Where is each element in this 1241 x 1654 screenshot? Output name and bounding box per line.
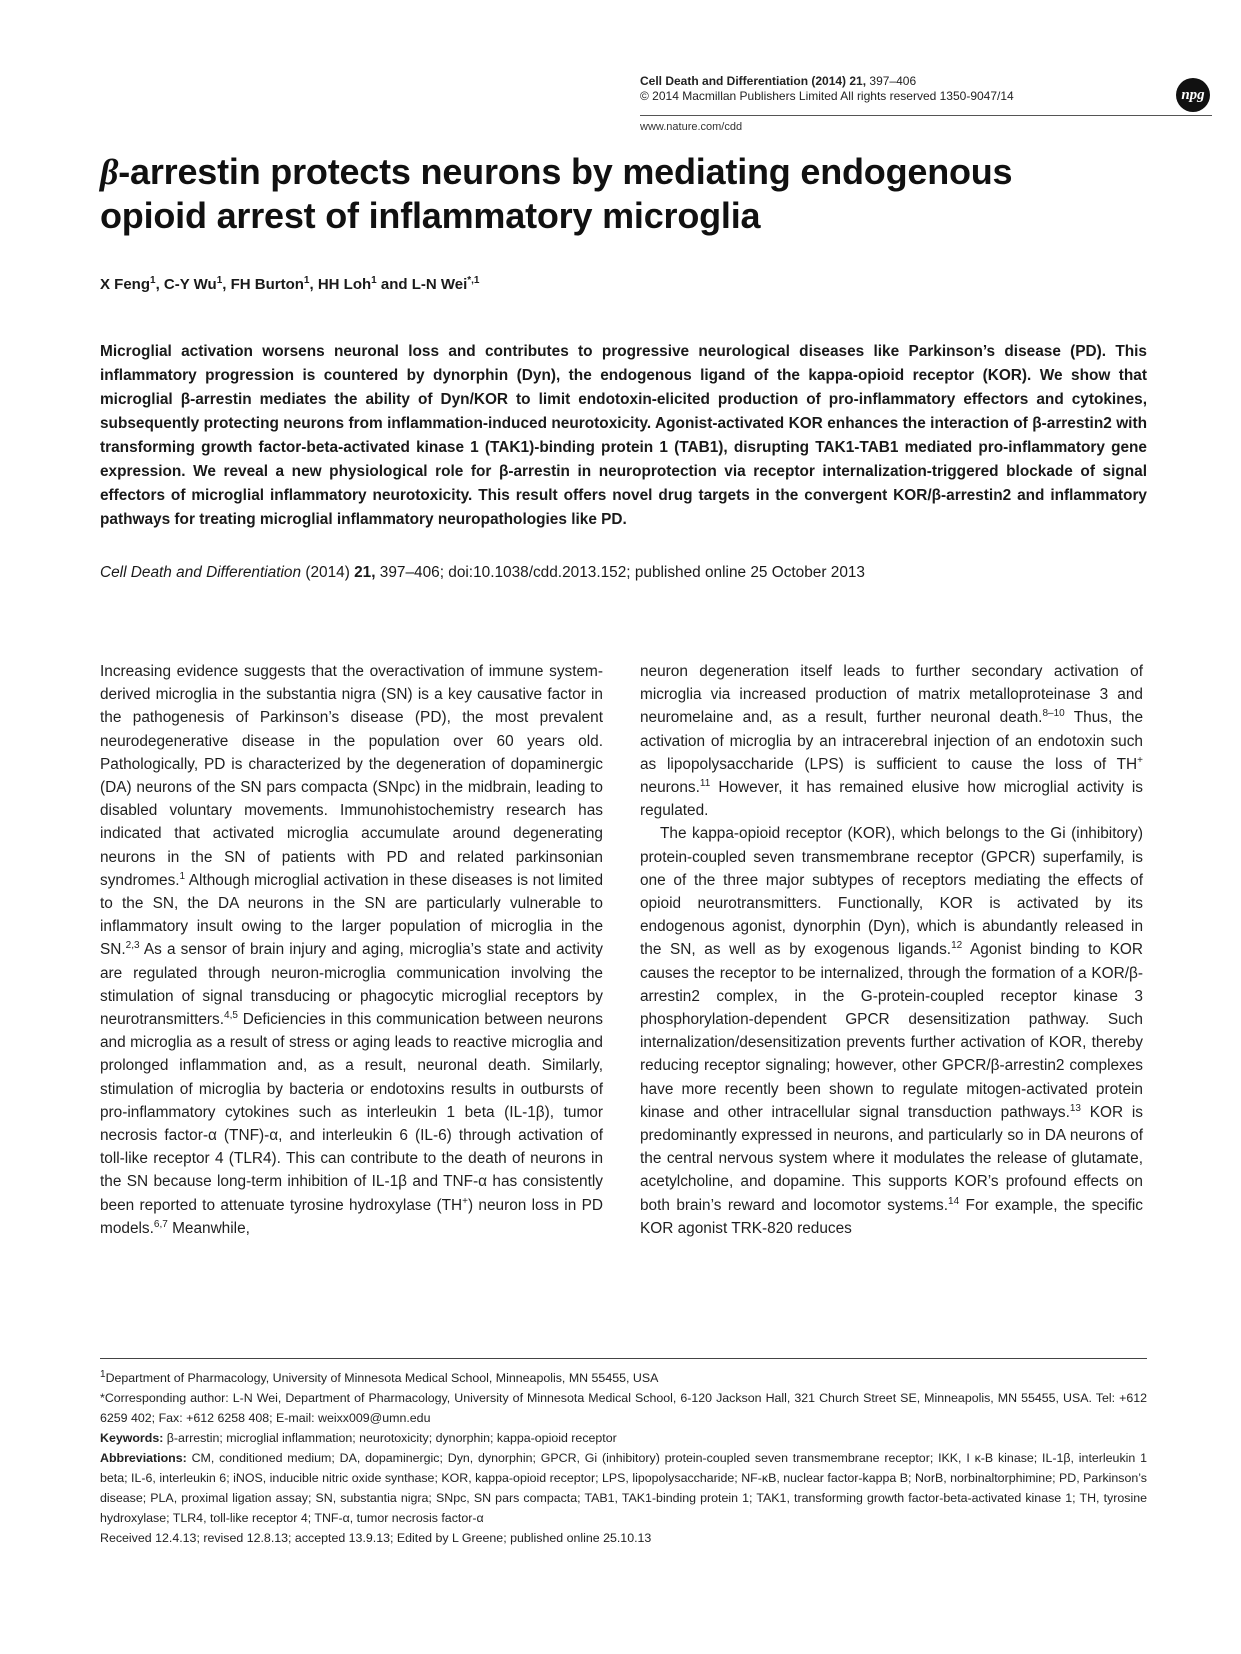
body-text: For example, the specific KOR agonist TRK-820 reduces — [640, 1196, 1144, 1237]
body-paragraph — [640, 660, 1143, 822]
abbreviations-label: Abbreviations: — [100, 1451, 187, 1465]
author-affiliation-sup: 1 — [371, 275, 377, 286]
title-line-1: -arrestin protects neurons by mediating endogenous — [118, 151, 1013, 192]
reference-sup[interactable]: 1 — [179, 870, 186, 882]
reference-sup[interactable]: 2,3 — [125, 940, 140, 952]
citation-volume: 21, — [354, 564, 376, 581]
abbreviations-text: CM, conditioned medium; DA, dopaminergic; Dyn, dynorphin; GPCR, Gi (inhibitory) protein-coupled seven transmembrane receptor; IKK, I κ-B kinase; IL-1β, interleukin 1 beta; IL-6, interleukin 6; iNOS, inducible nitric oxide synthase; KOR, kappa-opioid receptor; LPS, lipopolysaccharide; NF-κB, nuclear factor-kappa B; NorB, norbinaltorphimine; PD, Parkinson’s disease; PLA, proximal ligation assay; SN, substantia nigra; SNpc, SN pars compacta; TAB1, TAK1-binding protein 1; TAK1, transforming growth factor-beta-activated kinase 1; TH, tyrosine hydroxylase; TLR4, toll-like receptor 4; TNF-α, tumor necrosis factor-α — [100, 1451, 1147, 1525]
body-column-right — [640, 660, 1143, 1240]
body-paragraph — [640, 822, 1143, 1240]
keywords-note — [100, 1428, 1147, 1448]
header-divider — [640, 115, 1212, 116]
reference-sup[interactable]: 13 — [1069, 1102, 1081, 1114]
author-name: and L-N Wei — [376, 276, 468, 293]
article-title — [100, 150, 1120, 238]
body-text: Meanwhile, — [167, 1219, 250, 1237]
reference-sup[interactable]: 11 — [699, 777, 711, 789]
title-beta-symbol: β — [100, 152, 119, 192]
affiliation-note — [100, 1368, 1147, 1388]
reference-sup[interactable]: 6,7 — [153, 1218, 168, 1230]
reference-sup[interactable]: 4,5 — [224, 1009, 238, 1021]
body-column-left — [100, 660, 603, 1240]
author-name: , HH Loh — [309, 276, 372, 293]
title-line-2: opioid arrest of inflammatory microglia — [100, 195, 761, 236]
affiliation-text: Department of Pharmacology, University of Minnesota Medical School, Minneapolis, MN 55455, USA — [105, 1371, 659, 1385]
author-name: X Feng — [100, 276, 151, 293]
abbreviations-note — [100, 1448, 1147, 1528]
received-dates-note: Received 12.4.13; revised 12.8.13; accepted 13.9.13; Edited by L Greene; published online 25.10.13 — [100, 1531, 652, 1545]
superscript: + — [462, 1195, 468, 1207]
reference-sup[interactable]: 8–10 — [1042, 708, 1065, 720]
body-text: neuron degeneration itself leads to further secondary activation of microglia via increased production of matrix metalloproteinase 3 and neuromelaine and, as a result, further neuronal death. — [640, 663, 1143, 727]
author-affiliation-sup: *,1 — [467, 275, 480, 286]
npg-logo: npg — [1176, 78, 1210, 112]
author-name: , FH Burton — [222, 276, 304, 293]
body-text: Increasing evidence suggests that the overactivation of immune system-derived microglia in the substantia nigra (SN) is a key causative factor in the pathogenesis of Parkinson’s disease (PD), the most prevalent neurodegenerative disease in the population over 60 years old. Pathologically, PD is characterized by the degeneration of dopaminergic (DA) neurons of the SN pars compacta (SNpc) in the midbrain, leading to disabled voluntary movements. Immunohistochemistry research has indicated that activated microglia accumulate around degenerating neurons in the SN of patients with PD and related parkinsonian syndromes. — [100, 663, 603, 889]
body-text: Agonist binding to KOR causes the receptor to be internalized, through the formation of a KOR/β-arrestin2 complex, in the G-protein-coupled receptor kinase 3 phosphorylation-dependent GPCR desensitization pathway. Such internalization/desensitization prevents further activation of KOR, thereby reducing receptor signaling; however, other GPCR/β-arrestin2 complexes have more recently been shown to regulate mitogen-activated protein kinase and other intracellular signal transduction pathways. — [640, 941, 1143, 1121]
abstract: Microglial activation worsens neuronal loss and contributes to progressive neurological diseases like Parkinson’s disease (PD). This inflammatory progression is countered by dynorphin (Dyn), the endogenous ligand of the kappa-opioid receptor (KOR). We show that microglial β-arrestin mediates the ability of Dyn/KOR to limit endotoxin-elicited production of pro-inflammatory effectors and cytokines, subsequently protecting neurons from inflammation-induced neurotoxicity. Agonist-activated KOR enhances the interaction of β-arrestin2 with transforming growth factor-beta-activated kinase 1 (TAK1)-binding protein 1 (TAB1), disrupting TAK1-TAB1 mediated pro-inflammatory gene expression. We reveal a new physiological role for β-arrestin in neuroprotection via receptor internalization-triggered blockade of signal effectors of microglial inflammatory neurotoxicity. This result offers novel drug targets in the convergent KOR/β-arrestin2 and inflammatory pathways for treating microglial inflammatory neuropathologies like PD. — [100, 343, 1147, 528]
superscript: + — [1137, 754, 1143, 766]
body-text: KOR is predominantly expressed in neurons, and particularly so in DA neurons of the central nervous system where it modulates the release of glutamate, acetylcholine, and dopamine. This supports KOR’s profound effects on both brain’s reward and locomotor systems. — [640, 1103, 1143, 1214]
citation-doi: 397–406; doi:10.1038/cdd.2013.152; published online 25 October 2013 — [375, 564, 865, 581]
reference-sup[interactable]: 12 — [951, 940, 963, 952]
citation-journal: Cell Death and Differentiation — [100, 564, 302, 581]
corresponding-author-note: *Corresponding author: L-N Wei, Department of Pharmacology, University of Minnesota Medical School, 6-120 Jackson Hall, 321 Church Street SE, Minneapolis, MN 55455, USA. Tel: +612 6259 402; Fax: +612 6258 408; E-mail: weixx009@umn.edu — [100, 1391, 1147, 1425]
body-text: neurons. — [640, 779, 700, 797]
journal-header — [640, 74, 1180, 104]
body-text: ) neuron loss in PD models. — [100, 1196, 603, 1237]
body-text: Thus, the activation of microglia by an intracerebral injection of an endotoxin such as lipopolysaccharide (LPS) is sufficient to cause the loss of TH — [640, 709, 1143, 773]
author-name: , C-Y Wu — [155, 276, 217, 293]
affiliation-sup: 1 — [100, 1368, 106, 1380]
footnotes — [100, 1368, 1147, 1548]
body-text: However, it has remained elusive how microglial activity is regulated. — [640, 779, 1143, 820]
body-text: The kappa-opioid receptor (KOR), which belongs to the Gi (inhibitory) protein-coupled seven transmembrane receptor (GPCR) superfamily, is one of the three major subtypes of receptors mediating the effects of opioid neurotransmitters. Functionally, KOR is activated by its endogenous agonist, dynorphin (Dyn), which is abundantly released in the SN, as well as by exogenous ligands. — [640, 825, 1143, 959]
author-list — [100, 276, 480, 293]
citation-year: (2014) — [301, 564, 355, 581]
body-text: Deficiencies in this communication between neurons and microglia as a result of stress or aging leads to reactive microglia and prolonged inflammation and, as a result, neuronal death. Similarly, stimulation of microglia by bacteria or endotoxins results in outbursts of pro-inflammatory cytokines such as interleukin 1 beta (IL-1β), tumor necrosis factor-α (TNF)-α, and interleukin 6 (IL-6) through activation of toll-like receptor 4 (TLR4). This can contribute to the death of neurons in the SN because long-term inhibition of IL-1β and TNF-α has consistently been reported to attenuate tyrosine hydroxylase (TH — [100, 1011, 603, 1214]
footnote-divider — [100, 1358, 1147, 1359]
body-paragraph — [100, 660, 603, 1240]
author-affiliation-sup: 1 — [303, 275, 310, 286]
keywords-text: β-arrestin; microglial inflammation; neurotoxicity; dynorphin; kappa-opioid receptor — [163, 1431, 617, 1445]
keywords-label: Keywords: — [100, 1431, 164, 1445]
author-affiliation-sup: 1 — [150, 275, 156, 286]
article-citation — [100, 563, 865, 583]
body-text: Although microglial activation in these diseases is not limited to the SN, the DA neurons in the SN are particularly vulnerable to inflammatory insult owing to the larger population of microglia in the SN. — [100, 871, 603, 959]
journal-citation-line: Cell Death and Differentiation (2014) 21, 397–406 — [640, 74, 917, 88]
author-affiliation-sup: 1 — [216, 275, 223, 286]
reference-sup[interactable]: 14 — [948, 1195, 960, 1207]
journal-website-link[interactable]: www.nature.com/cdd — [640, 121, 743, 133]
copyright-line: © 2014 Macmillan Publishers Limited All rights reserved 1350-9047/14 — [640, 89, 1014, 103]
body-text: As a sensor of brain injury and aging, microglia’s state and activity are regulated through neuron-microglia communication involving the stimulation of signal transducing or phagocytic microglial receptors by neurotransmitters. — [100, 941, 603, 1029]
